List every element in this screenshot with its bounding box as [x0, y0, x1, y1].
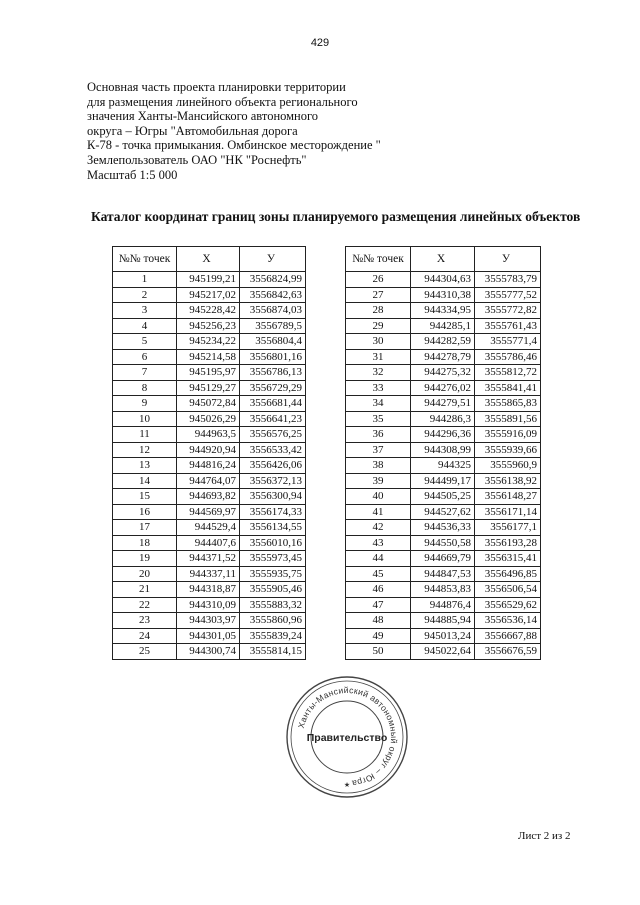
x-coordinate-cell: 944300,74 — [177, 644, 240, 660]
point-number-cell: 40 — [346, 489, 411, 505]
y-coordinate-cell: 3556676,59 — [475, 644, 541, 660]
point-number-cell: 19 — [113, 551, 177, 567]
y-coordinate-cell: 3556536,14 — [475, 613, 541, 629]
coordinates-table-left — [112, 246, 306, 660]
sheet-label: Лист 2 из 2 — [518, 830, 571, 842]
table-header-row — [113, 247, 306, 272]
point-number-cell: 26 — [346, 272, 411, 288]
x-coordinate-cell: 945129,27 — [177, 380, 240, 396]
point-number-cell: 34 — [346, 396, 411, 412]
y-coordinate-cell: 3555916,09 — [475, 427, 541, 443]
official-seal — [285, 675, 409, 799]
seal-icon — [285, 675, 409, 799]
header-line: Основная часть проекта планировки территории — [87, 80, 346, 94]
table-row — [346, 582, 541, 598]
x-coordinate-cell: 945234,22 — [177, 334, 240, 350]
table-row — [346, 535, 541, 551]
point-number-cell: 14 — [113, 473, 177, 489]
x-coordinate-cell: 945214,58 — [177, 349, 240, 365]
point-number-cell: 3 — [113, 303, 177, 319]
table-row — [113, 442, 306, 458]
y-coordinate-cell: 3555777,52 — [475, 287, 541, 303]
point-number-cell: 4 — [113, 318, 177, 334]
y-coordinate-cell: 3556529,62 — [475, 597, 541, 613]
column-header-x: X — [177, 247, 240, 272]
x-coordinate-cell: 945199,21 — [177, 272, 240, 288]
x-coordinate-cell: 944885,94 — [411, 613, 475, 629]
x-coordinate-cell: 944303,97 — [177, 613, 240, 629]
table-row — [346, 396, 541, 412]
table-row — [346, 628, 541, 644]
y-coordinate-cell: 3556576,25 — [240, 427, 306, 443]
x-coordinate-cell: 944847,53 — [411, 566, 475, 582]
table-row — [346, 365, 541, 381]
y-coordinate-cell: 3556171,14 — [475, 504, 541, 520]
x-coordinate-cell: 944569,97 — [177, 504, 240, 520]
y-coordinate-cell: 3556300,94 — [240, 489, 306, 505]
table-row — [346, 303, 541, 319]
x-coordinate-cell: 944296,36 — [411, 427, 475, 443]
point-number-cell: 38 — [346, 458, 411, 474]
table-row — [113, 628, 306, 644]
point-number-cell: 48 — [346, 613, 411, 629]
point-number-cell: 24 — [113, 628, 177, 644]
point-number-cell: 29 — [346, 318, 411, 334]
x-coordinate-cell: 944337,11 — [177, 566, 240, 582]
y-coordinate-cell: 3555939,66 — [475, 442, 541, 458]
seal-ring-text: Ханты-Мансийский автономный округ – Югра — [295, 684, 400, 789]
x-coordinate-cell: 944275,32 — [411, 365, 475, 381]
y-coordinate-cell: 3556496,85 — [475, 566, 541, 582]
table-row — [113, 334, 306, 350]
x-coordinate-cell: 945026,29 — [177, 411, 240, 427]
table-row — [346, 380, 541, 396]
point-number-cell: 32 — [346, 365, 411, 381]
x-coordinate-cell: 945228,42 — [177, 303, 240, 319]
x-coordinate-cell: 944279,51 — [411, 396, 475, 412]
x-coordinate-cell: 944282,59 — [411, 334, 475, 350]
table-row — [346, 613, 541, 629]
table-row — [113, 551, 306, 567]
y-coordinate-cell: 3555973,45 — [240, 551, 306, 567]
y-coordinate-cell: 3555883,32 — [240, 597, 306, 613]
point-number-cell: 46 — [346, 582, 411, 598]
table-row — [346, 318, 541, 334]
point-number-cell: 47 — [346, 597, 411, 613]
x-coordinate-cell: 944816,24 — [177, 458, 240, 474]
y-coordinate-cell: 3556842,63 — [240, 287, 306, 303]
header-line: округа – Югры "Автомобильная дорога — [87, 123, 298, 138]
x-coordinate-cell: 944278,79 — [411, 349, 475, 365]
table-row — [113, 597, 306, 613]
point-number-cell: 21 — [113, 582, 177, 598]
point-number-cell: 33 — [346, 380, 411, 396]
y-coordinate-cell: 3555841,41 — [475, 380, 541, 396]
point-number-cell: 50 — [346, 644, 411, 660]
y-coordinate-cell: 3555761,43 — [475, 318, 541, 334]
point-number-cell: 12 — [113, 442, 177, 458]
table-row — [113, 504, 306, 520]
x-coordinate-cell: 945072,84 — [177, 396, 240, 412]
y-coordinate-cell: 3556134,55 — [240, 520, 306, 536]
point-number-cell: 35 — [346, 411, 411, 427]
x-coordinate-cell: 945013,24 — [411, 628, 475, 644]
y-coordinate-cell: 3556874,03 — [240, 303, 306, 319]
document-header — [87, 80, 381, 182]
table-row — [346, 442, 541, 458]
point-number-cell: 18 — [113, 535, 177, 551]
point-number-cell: 6 — [113, 349, 177, 365]
y-coordinate-cell: 3555839,24 — [240, 628, 306, 644]
table-row — [346, 334, 541, 350]
x-coordinate-cell: 944276,02 — [411, 380, 475, 396]
table-row — [113, 566, 306, 582]
catalog-title: Каталог координат границ зоны планируемого размещения линейных объектов — [91, 209, 581, 224]
x-coordinate-cell: 945217,02 — [177, 287, 240, 303]
column-header-number: №№ точек — [346, 247, 411, 272]
point-number-cell: 16 — [113, 504, 177, 520]
y-coordinate-cell: 3556729,29 — [240, 380, 306, 396]
table-row — [346, 597, 541, 613]
table-row — [113, 396, 306, 412]
header-line: Землепользователь ОАО "НК "Роснефть" — [87, 152, 307, 167]
x-coordinate-cell: 944764,07 — [177, 473, 240, 489]
x-coordinate-cell: 944310,38 — [411, 287, 475, 303]
header-line: значения Ханты-Мансийского автономного — [87, 109, 319, 124]
point-number-cell: 2 — [113, 287, 177, 303]
table-row — [113, 411, 306, 427]
x-coordinate-cell: 944334,95 — [411, 303, 475, 319]
table-row — [113, 303, 306, 319]
x-coordinate-cell: 944499,17 — [411, 473, 475, 489]
table-row — [346, 566, 541, 582]
y-coordinate-cell: 3555783,79 — [475, 272, 541, 288]
x-coordinate-cell: 945256,23 — [177, 318, 240, 334]
table-row — [113, 427, 306, 443]
y-coordinate-cell: 3556789,5 — [240, 318, 306, 334]
x-coordinate-cell: 944407,6 — [177, 535, 240, 551]
x-coordinate-cell: 944963,5 — [177, 427, 240, 443]
x-coordinate-cell: 944529,4 — [177, 520, 240, 536]
column-header-y: У — [475, 247, 541, 272]
table-row — [346, 411, 541, 427]
point-number-cell: 36 — [346, 427, 411, 443]
point-number-cell: 23 — [113, 613, 177, 629]
x-coordinate-cell: 944304,63 — [411, 272, 475, 288]
table-row — [346, 504, 541, 520]
point-number-cell: 20 — [113, 566, 177, 582]
x-coordinate-cell: 944527,62 — [411, 504, 475, 520]
table-row — [113, 520, 306, 536]
y-coordinate-cell: 3555772,82 — [475, 303, 541, 319]
table-row — [113, 473, 306, 489]
y-coordinate-cell: 3556372,13 — [240, 473, 306, 489]
x-coordinate-cell: 944310,09 — [177, 597, 240, 613]
point-number-cell: 7 — [113, 365, 177, 381]
x-coordinate-cell: 944318,87 — [177, 582, 240, 598]
y-coordinate-cell: 3556138,92 — [475, 473, 541, 489]
point-number-cell: 22 — [113, 597, 177, 613]
x-coordinate-cell: 945195,97 — [177, 365, 240, 381]
x-coordinate-cell: 944285,1 — [411, 318, 475, 334]
table-row — [346, 272, 541, 288]
seal-center-text: Правительство — [306, 732, 388, 744]
y-coordinate-cell: 3556148,27 — [475, 489, 541, 505]
y-coordinate-cell: 3556824,99 — [240, 272, 306, 288]
y-coordinate-cell: 3555860,96 — [240, 613, 306, 629]
x-coordinate-cell: 944853,83 — [411, 582, 475, 598]
point-number-cell: 8 — [113, 380, 177, 396]
x-coordinate-cell: 944536,33 — [411, 520, 475, 536]
x-coordinate-cell: 944693,82 — [177, 489, 240, 505]
table-row — [113, 318, 306, 334]
point-number-cell: 11 — [113, 427, 177, 443]
point-number-cell: 25 — [113, 644, 177, 660]
point-number-cell: 10 — [113, 411, 177, 427]
point-number-cell: 45 — [346, 566, 411, 582]
table-row — [346, 349, 541, 365]
x-coordinate-cell: 944371,52 — [177, 551, 240, 567]
column-header-y: У — [240, 247, 306, 272]
table-row — [113, 287, 306, 303]
table-header-row — [346, 247, 541, 272]
coordinates-table-right — [345, 246, 541, 660]
point-number-cell: 49 — [346, 628, 411, 644]
table-row — [113, 458, 306, 474]
header-line: К-78 - точка примыкания. Омбинское месторождение " — [87, 138, 381, 153]
point-number-cell: 9 — [113, 396, 177, 412]
table-row — [113, 349, 306, 365]
y-coordinate-cell: 3555786,46 — [475, 349, 541, 365]
header-line: для размещения линейного объекта регионального — [87, 94, 358, 109]
x-coordinate-cell: 944920,94 — [177, 442, 240, 458]
point-number-cell: 42 — [346, 520, 411, 536]
y-coordinate-cell: 3556506,54 — [475, 582, 541, 598]
table-row — [113, 582, 306, 598]
table-row — [113, 613, 306, 629]
table-row — [113, 644, 306, 660]
header-line: Масштаб 1:5 000 — [87, 167, 178, 182]
y-coordinate-cell: 3556010,16 — [240, 535, 306, 551]
point-number-cell: 28 — [346, 303, 411, 319]
y-coordinate-cell: 3555891,56 — [475, 411, 541, 427]
y-coordinate-cell: 3556641,23 — [240, 411, 306, 427]
column-header-number: №№ точек — [113, 247, 177, 272]
point-number-cell: 44 — [346, 551, 411, 567]
point-number-cell: 41 — [346, 504, 411, 520]
x-coordinate-cell: 944669,79 — [411, 551, 475, 567]
y-coordinate-cell: 3556786,13 — [240, 365, 306, 381]
point-number-cell: 31 — [346, 349, 411, 365]
x-coordinate-cell: 944550,58 — [411, 535, 475, 551]
table-row — [113, 380, 306, 396]
point-number-cell: 13 — [113, 458, 177, 474]
point-number-cell: 5 — [113, 334, 177, 350]
table-row — [346, 427, 541, 443]
x-coordinate-cell: 944505,25 — [411, 489, 475, 505]
point-number-cell: 43 — [346, 535, 411, 551]
y-coordinate-cell: 3556801,16 — [240, 349, 306, 365]
y-coordinate-cell: 3555814,15 — [240, 644, 306, 660]
y-coordinate-cell: 3556174,33 — [240, 504, 306, 520]
x-coordinate-cell: 944876,4 — [411, 597, 475, 613]
y-coordinate-cell: 3555905,46 — [240, 582, 306, 598]
table-row — [346, 520, 541, 536]
x-coordinate-cell: 944301,05 — [177, 628, 240, 644]
point-number-cell: 27 — [346, 287, 411, 303]
table-row — [346, 489, 541, 505]
point-number-cell: 30 — [346, 334, 411, 350]
y-coordinate-cell: 3556426,06 — [240, 458, 306, 474]
y-coordinate-cell: 3555960,9 — [475, 458, 541, 474]
table-row — [346, 551, 541, 567]
y-coordinate-cell: 3555865,83 — [475, 396, 541, 412]
x-coordinate-cell: 944308,99 — [411, 442, 475, 458]
column-header-x: X — [411, 247, 475, 272]
point-number-cell: 15 — [113, 489, 177, 505]
table-row — [113, 365, 306, 381]
table-row — [346, 644, 541, 660]
y-coordinate-cell: 3555771,4 — [475, 334, 541, 350]
y-coordinate-cell: 3555935,75 — [240, 566, 306, 582]
x-coordinate-cell: 944286,3 — [411, 411, 475, 427]
y-coordinate-cell: 3556667,88 — [475, 628, 541, 644]
x-coordinate-cell: 944325 — [411, 458, 475, 474]
table-row — [113, 535, 306, 551]
y-coordinate-cell: 3556533,42 — [240, 442, 306, 458]
x-coordinate-cell: 945022,64 — [411, 644, 475, 660]
y-coordinate-cell: 3556177,1 — [475, 520, 541, 536]
y-coordinate-cell: 3556804,4 — [240, 334, 306, 350]
table-row — [113, 489, 306, 505]
y-coordinate-cell: 3555812,72 — [475, 365, 541, 381]
table-row — [113, 272, 306, 288]
point-number-cell: 37 — [346, 442, 411, 458]
table-row — [346, 473, 541, 489]
y-coordinate-cell: 3556315,41 — [475, 551, 541, 567]
y-coordinate-cell: 3556681,44 — [240, 396, 306, 412]
point-number-cell: 39 — [346, 473, 411, 489]
point-number-cell: 1 — [113, 272, 177, 288]
table-row — [346, 287, 541, 303]
table-row — [346, 458, 541, 474]
y-coordinate-cell: 3556193,28 — [475, 535, 541, 551]
seal-star-icon: ★ — [343, 781, 351, 789]
page-number: 429 — [310, 37, 330, 49]
point-number-cell: 17 — [113, 520, 177, 536]
